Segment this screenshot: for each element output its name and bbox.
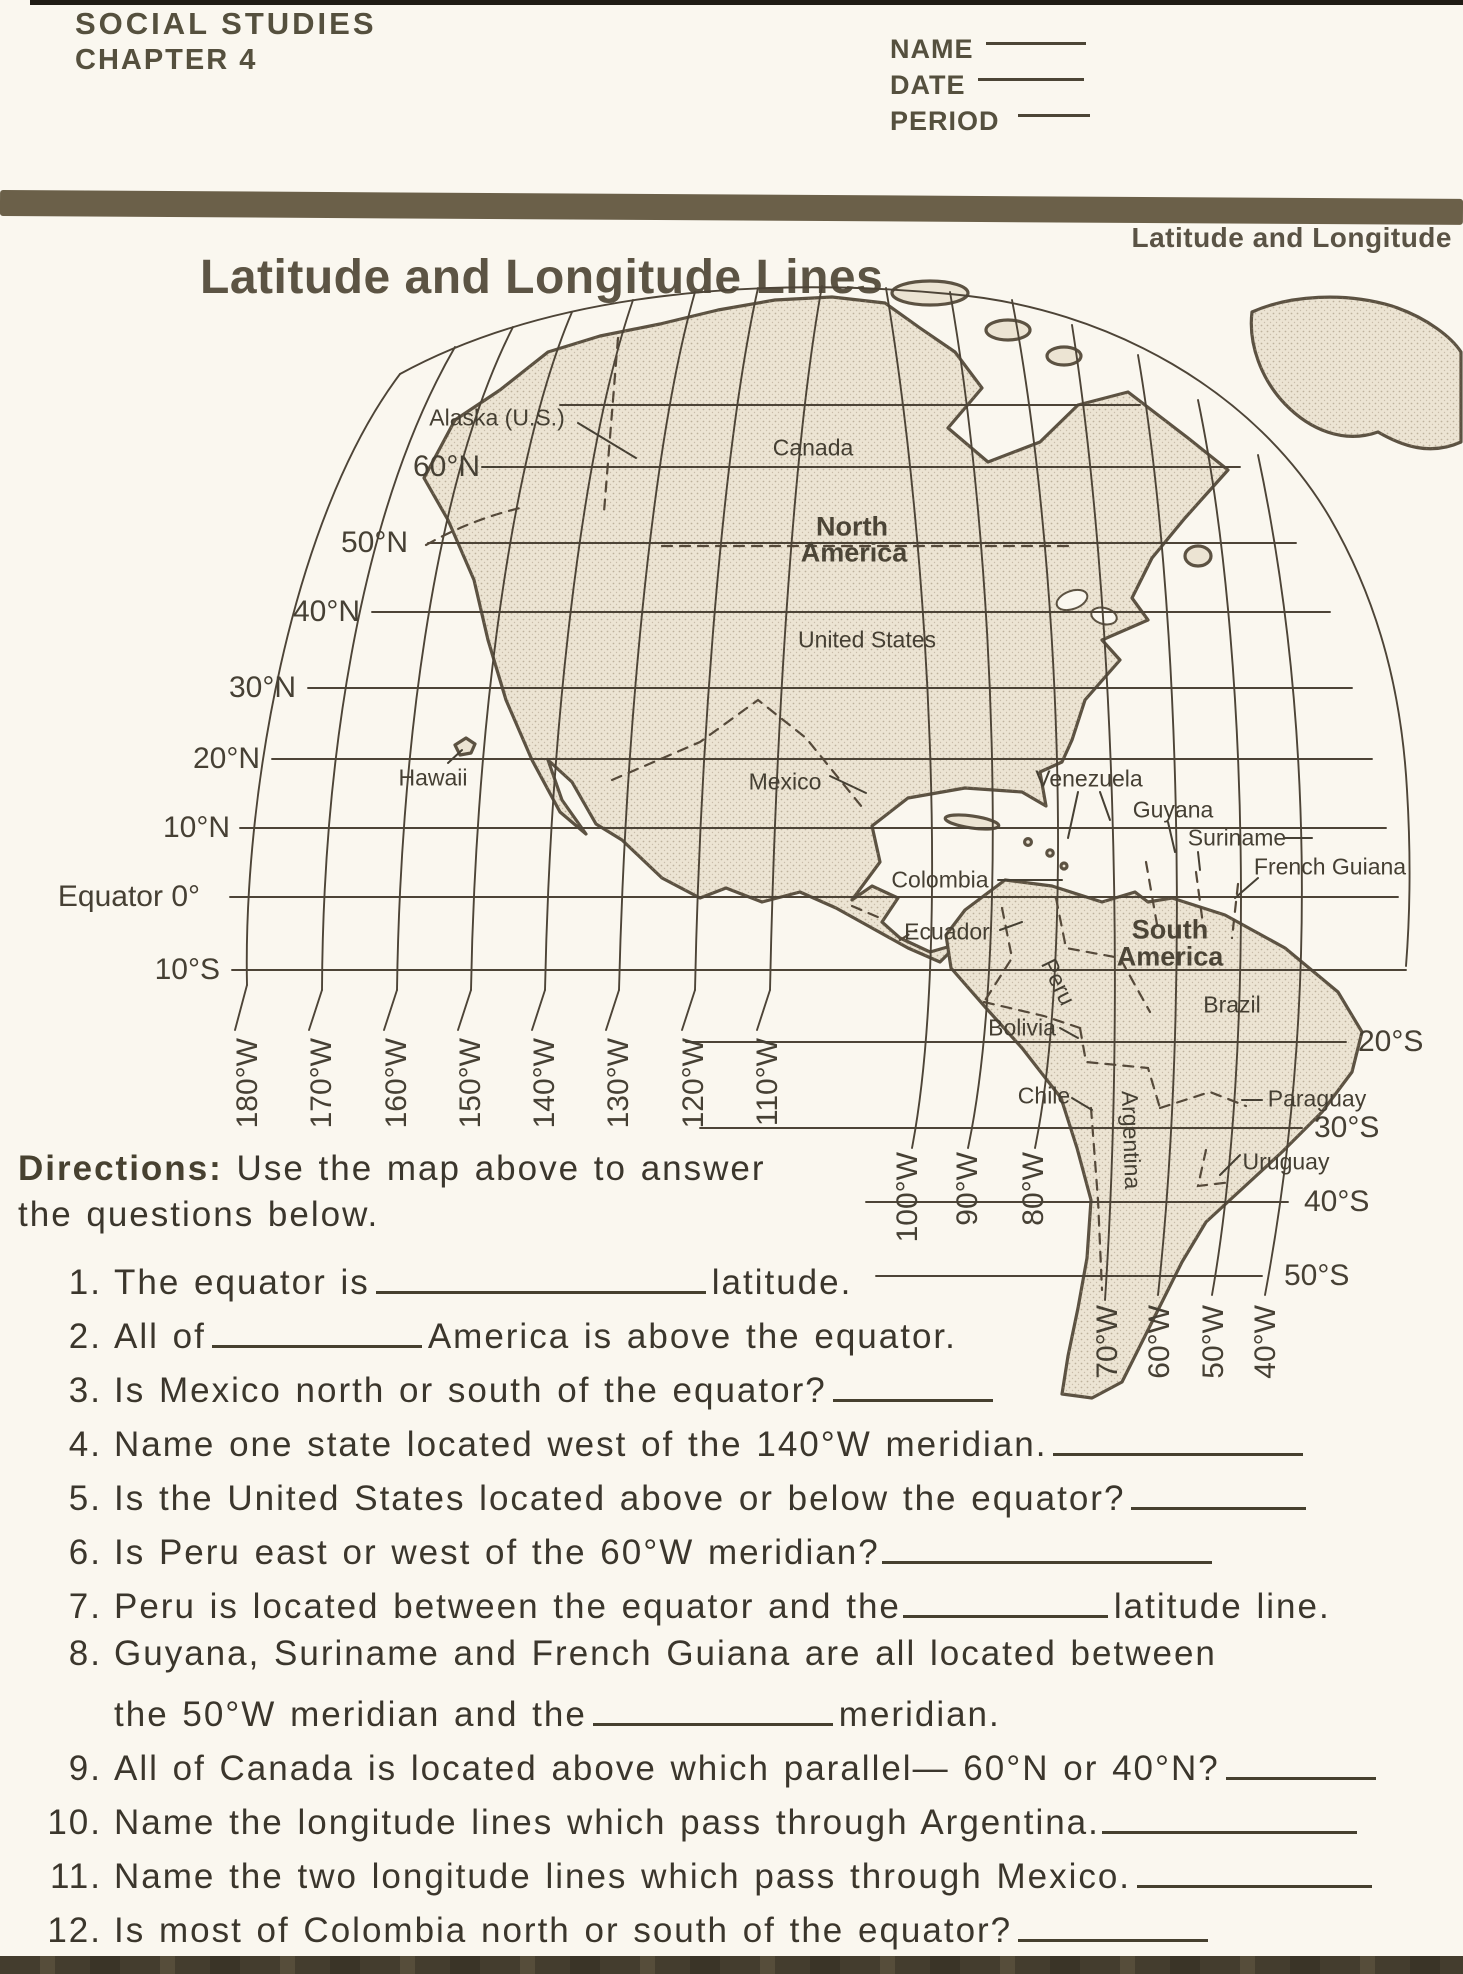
latitude-label: 20°S <box>1358 1025 1424 1058</box>
question-text: Name one state located west of the 140°W meridian. <box>114 1425 1048 1464</box>
label-french-guiana: French Guiana <box>1253 853 1407 880</box>
question-text: All of <box>114 1317 206 1356</box>
label-bolivia: Bolivia <box>988 1014 1056 1041</box>
course-title: SOCIAL STUDIES <box>75 6 377 41</box>
longitude-label: 140°W <box>528 1038 561 1129</box>
question-6 <box>22 1526 1458 1573</box>
latitude-label: 50°N <box>340 526 408 559</box>
answer-blank <box>593 1688 833 1726</box>
question-text: the 50°W meridian and the <box>114 1695 587 1734</box>
question-text: meridian. <box>838 1695 1001 1734</box>
longitude-label: 40°W <box>1249 1305 1282 1379</box>
question-7 <box>22 1580 1458 1627</box>
latitude-label-equator: Equator 0° <box>57 880 200 913</box>
question-text: America is above the equator. <box>427 1317 957 1356</box>
latitude-label: 20°N <box>192 742 260 775</box>
answer-blank <box>1018 1904 1208 1942</box>
question-8-line2 <box>22 1688 1458 1735</box>
label-north-america: North <box>816 511 888 542</box>
question-number: 1. <box>68 1263 102 1302</box>
question-11 <box>22 1850 1458 1897</box>
question-number: 11. <box>49 1857 102 1896</box>
longitude-label: 70°W <box>1091 1305 1124 1379</box>
question-4 <box>22 1418 1458 1465</box>
question-text: Is most of Colombia north or south of the equator? <box>114 1911 1013 1950</box>
answer-blank <box>1226 1742 1376 1780</box>
answer-blank <box>903 1580 1108 1618</box>
answer-blank <box>1137 1850 1372 1888</box>
question-number: 6. <box>68 1533 102 1572</box>
latitude-label: 10°N <box>162 811 230 844</box>
antilles-island <box>1061 863 1067 869</box>
answer-blank <box>882 1526 1212 1564</box>
label-paraguay: Paraguay <box>1267 1085 1367 1112</box>
question-number: 12. <box>47 1911 102 1950</box>
label-brazil: Brazil <box>1203 991 1261 1018</box>
question-number: 5. <box>68 1479 102 1518</box>
longitude-label: 170°W <box>305 1038 338 1129</box>
directions-text: the questions below. <box>18 1195 380 1234</box>
label-suriname: Suriname <box>1187 824 1287 851</box>
longitude-label: 50°W <box>1197 1305 1230 1379</box>
answer-blank <box>376 1256 706 1294</box>
newfoundland-island <box>1185 546 1211 566</box>
antilles-island <box>1047 850 1053 856</box>
question-number: 3. <box>68 1371 102 1410</box>
label-united-states: United States <box>797 626 937 653</box>
antilles-island <box>1025 839 1032 846</box>
longitude-label: 60°W <box>1143 1305 1176 1379</box>
question-8 <box>22 1634 1458 1674</box>
period-label: PERIOD <box>890 106 1000 136</box>
question-text: Is the United States located above or below the equator? <box>114 1479 1126 1518</box>
question-text: Is Peru east or west of the 60°W meridian? <box>114 1533 880 1572</box>
latitude-label: 40°S <box>1304 1185 1370 1218</box>
date-label: DATE <box>890 70 966 100</box>
label-guyana: Guyana <box>1132 796 1214 823</box>
question-text: Peru is located between the equator and the <box>114 1587 901 1626</box>
label-chile: Chile <box>1017 1082 1071 1109</box>
arctic-island <box>986 320 1030 340</box>
question-number: 7. <box>68 1587 102 1626</box>
question-number: 4. <box>68 1425 102 1464</box>
scan-bottom-edge <box>0 1956 1463 1974</box>
latitude-label: 10°S <box>154 953 220 986</box>
question-text: All of Canada is located above which parallel— 60°N or 40°N? <box>114 1749 1220 1788</box>
question-number: 2. <box>68 1317 102 1356</box>
label-alaska: Alaska (U.S.) <box>429 404 565 431</box>
latitude-label: 50°S <box>1284 1259 1350 1292</box>
longitude-label: 130°W <box>602 1038 635 1129</box>
latitude-label: 40°N <box>292 595 360 628</box>
longitude-label: 90°W <box>951 1152 984 1226</box>
question-number: 9. <box>68 1749 102 1788</box>
question-3 <box>22 1364 1458 1411</box>
answer-blank <box>833 1364 993 1402</box>
label-argentina: Argentina <box>1116 1090 1147 1190</box>
chapter-title: CHAPTER 4 <box>75 44 258 76</box>
question-number: 8. <box>68 1634 102 1673</box>
question-text: Is Mexico north or south of the equator? <box>114 1371 827 1410</box>
longitude-label: 160°W <box>380 1038 413 1129</box>
latitude-label: 30°N <box>228 671 296 704</box>
answer-blank <box>1053 1418 1303 1456</box>
label-uruguay: Uruguay <box>1242 1148 1330 1175</box>
question-10 <box>22 1796 1458 1843</box>
question-number: 10. <box>47 1803 102 1842</box>
longitude-label: 120°W <box>677 1038 710 1129</box>
name-label: NAME <box>890 34 974 64</box>
label-south-america: America <box>1116 941 1224 972</box>
longitude-label: 100°W <box>891 1152 924 1243</box>
page-title: Latitude and Longitude Lines <box>200 251 884 304</box>
latitude-label: 60°N <box>412 450 480 483</box>
question-text: latitude line. <box>1113 1587 1331 1626</box>
question-text: Name the two longitude lines which pass through Mexico. <box>114 1857 1132 1896</box>
label-north-america: America <box>800 537 908 568</box>
answer-blank <box>1102 1796 1357 1834</box>
answer-blank <box>1131 1472 1306 1510</box>
worksheet-series-title: Latitude and Longitude <box>1131 222 1452 253</box>
directions-text: Use the map above to answer <box>222 1149 766 1188</box>
question-2 <box>22 1310 1458 1357</box>
question-text: The equator is <box>114 1263 370 1302</box>
longitude-label: 80°W <box>1017 1152 1050 1226</box>
question-12 <box>22 1904 1458 1951</box>
label-south-america: South <box>1131 914 1209 945</box>
longitude-label: 180°W <box>231 1038 264 1129</box>
question-9 <box>22 1742 1458 1789</box>
label-mexico: Mexico <box>748 768 822 795</box>
question-text: Guyana, Suriname and French Guiana are all located between <box>114 1634 1217 1673</box>
longitude-label: 110°W <box>751 1038 784 1127</box>
directions <box>18 1146 766 1238</box>
label-peru: Peru <box>1036 954 1081 1010</box>
question-1 <box>22 1256 1458 1303</box>
question-text: Name the longitude lines which pass through Argentina. <box>114 1803 1100 1842</box>
label-canada: Canada <box>772 434 854 461</box>
label-venezuela: Venezuela <box>1035 765 1143 792</box>
label-colombia: Colombia <box>891 866 989 893</box>
longitude-label: 150°W <box>454 1038 487 1129</box>
answer-blank <box>212 1310 422 1348</box>
question-text: latitude. <box>711 1263 853 1302</box>
directions-label: Directions: <box>18 1149 223 1188</box>
latitude-label: 30°S <box>1314 1111 1380 1144</box>
question-5 <box>22 1472 1458 1519</box>
label-ecuador: Ecuador <box>904 918 990 945</box>
label-hawaii: Hawaii <box>398 764 468 791</box>
